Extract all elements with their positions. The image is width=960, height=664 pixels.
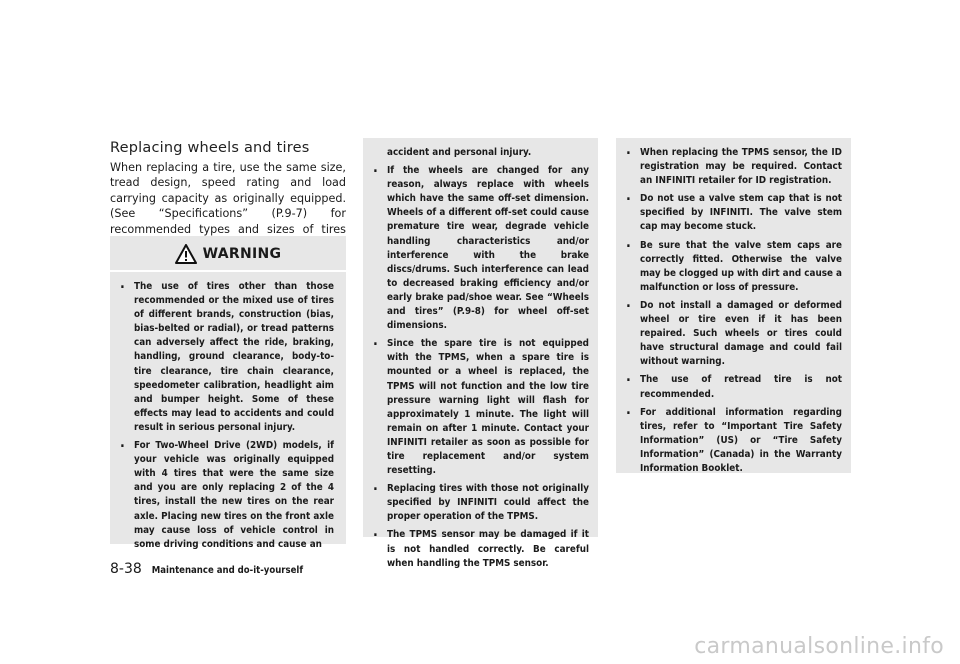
warning-list-col1 — [118, 280, 334, 556]
chapter-title: Maintenance and do-it-yourself — [151, 565, 304, 576]
list-item: . When replacing the TPMS sensor, the ID registration may be required. Contact an INFINITI retailer for ID registration. — [624, 146, 842, 188]
list-item: . For Two-Wheel Drive (2WD) models, if your vehicle was originally equipped with 4 tires that were the same size and you are only replacing 2 of the 4 tires, install the new tires on the rear axle. Placing new tires on the front axle may cause loss of vehicle control in some driving conditions and cause an — [118, 439, 334, 552]
warning-list-col3 — [624, 146, 842, 480]
warning-title: WARNING — [202, 246, 282, 262]
list-item: . Do not install a damaged or deformed wheel or tire even if it has been repaired. Such wheels or tires could have structural damage and could fail without warning. — [624, 299, 842, 369]
list-item: . Be sure that the valve stem caps are correctly fitted. Otherwise the valve may be clogged up with dirt and cause a malfunction or loss of pressure. — [624, 239, 842, 295]
page-footer — [110, 561, 303, 577]
warning-divider — [110, 270, 346, 272]
list-item: . For additional information regarding tires, refer to “Important Tire Safety Information” (US) or “Tire Safety Information” (Canada) in the Warranty Information Booklet. — [624, 406, 842, 476]
section-intro: When replacing a tire, use the same size, tread design, speed rating and load carrying capacity as originally equipped. (See “Specifications” (P.9-7) for recommended types and sizes of tires — [110, 161, 346, 236]
list-item: . Replacing tires with those not originally specified by INFINITI could affect the proper operation of the TPMS. — [371, 482, 589, 524]
list-item-continuation: accident and personal injury. — [387, 147, 532, 158]
section-title: Replacing wheels and tires — [110, 140, 310, 156]
warning-box-col3 — [616, 138, 851, 473]
warning-header — [110, 236, 346, 272]
watermark: carmanualsonline.info — [694, 634, 944, 659]
list-item: . The use of retread tire is not recommended. — [624, 373, 842, 401]
warning-list-col2 — [371, 146, 589, 575]
list-item: . If the wheels are changed for any reason, always replace with wheels which have the same off-set dimension. Wheels of a different off-set could cause premature tire wear, degrade vehicle handling characteristics and/or interference with the brake discs/drums. Such interference can lead to decreased braking efficiency and/or early brake pad/shoe wear. See “Wheels and tires” (P.9-8) for wheel off-set dimensions. — [371, 164, 589, 333]
warning-triangle-icon — [175, 244, 197, 264]
list-item: . The use of tires other than those recommended or the mixed use of tires of different brands, construction (bias, bias-belted or radial), or tread patterns can adversely affect the ride, braking, handling, ground clearance, body-to-tire clearance, tire chain clearance, speedometer calibration, headlight aim and bumper height. Some of these effects may lead to accidents and could result in serious personal injury. — [118, 280, 334, 435]
page-number: 8-38 — [110, 561, 142, 577]
warning-box-col1 — [110, 236, 346, 550]
list-item: . Do not use a valve stem cap that is not specified by INFINITI. The valve stem cap may become stuck. — [624, 192, 842, 234]
list-item: . Since the spare tire is not equipped with the TPMS, when a spare tire is mounted or a wheel is replaced, the TPMS will not function and the low tire pressure warning light will flash for approximately 1 minute. The light will remain on after 1 minute. Contact your INFINITI retailer as soon as possible for tire replacement and/or system resetting. — [371, 337, 589, 478]
warning-box-col2 — [363, 138, 598, 569]
list-item: . The TPMS sensor may be damaged if it is not handled correctly. Be careful when handling the TPMS sensor. — [371, 528, 589, 570]
